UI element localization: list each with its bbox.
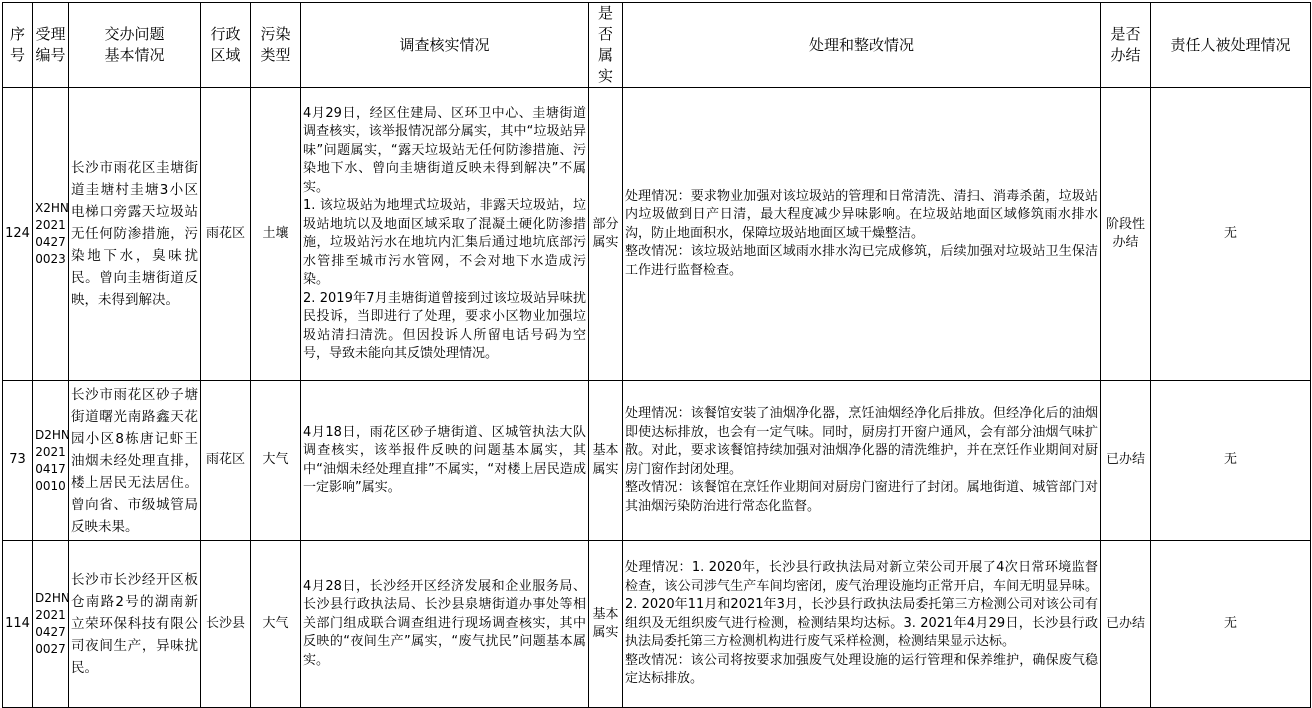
header-verified: 是否 属实 (589, 3, 623, 88)
header-district: 行政 区域 (201, 3, 251, 88)
handling-paragraph: 处理情况：要求物业加强对该垃圾站的管理和日常清洗、清扫、消毒杀菌，垃圾站内垃圾做到日产日清，最大程度减少异味影响。在垃圾站地面区域修筑雨水排水沟，防止地面积水，保障垃圾站地面区域干燥整洁。 (625, 188, 1098, 241)
handling-paragraph: 处理情况：1. 2020年，长沙县行政执法局对新立荣公司开展了4次日常环境监督检查，该公司涉气生产车间均密闭，废气治理设施均正常开启，车间无明显异味。2. 2020年11月和2021年3月，长沙县行政执法局委托第三方检测公司对该公司有组织及无组织废气进行检测，检测结果均达标。3. 2021年4月29日，长沙县行政执法局委托第三方检测机构进行废气采样检测，检测结果显示达标。 (625, 560, 1098, 650)
header-pollution: 污染 类型 (251, 3, 301, 88)
investigation-cell (301, 88, 589, 381)
header-case-no: 受理 编号 (33, 3, 69, 88)
table-row (3, 541, 1311, 708)
table-row (3, 88, 1311, 381)
investigation-cell (301, 381, 589, 541)
accountability-cell: 无 (1151, 541, 1311, 708)
header-accountability: 责任人被处理情况 (1151, 3, 1311, 88)
header-handling: 处理和整改情况 (623, 3, 1101, 88)
handling-paragraph: 处理情况：该餐馆安装了油烟净化器，烹饪油烟经净化后排放。但经净化后的油烟即使达标排放，也会有一定气味。同时，厨房打开窗户通风，会有部分油烟气味扩散。对此，要求该餐馆持续加强对油烟净化器的清洗维护，并在烹饪作业期间对厨房门窗作封闭处理。 (625, 406, 1098, 477)
pollution-type-cell: 大气 (251, 541, 301, 708)
accountability-cell: 无 (1151, 381, 1311, 541)
seq-cell: 114 (3, 541, 33, 708)
investigation-paragraph: 1. 该垃圾站为地埋式垃圾站，非露天垃圾站，垃圾站地坑以及地面区域采取了混凝土硬化防渗措施，垃圾站污水在地坑内汇集后通过地坑底部污水管排至城市污水管网，不会对地下水造成污染。 (303, 198, 586, 287)
header-row (3, 3, 1311, 88)
pollution-type-cell: 大气 (251, 381, 301, 541)
header-issue: 交办问题 基本情况 (69, 3, 201, 88)
handling-paragraph: 整改情况：该餐馆在烹饪作业期间对厨房门窗进行了封闭。属地街道、城管部门对其油烟污染防治进行常态化监督。 (625, 480, 1098, 514)
issue-cell: 长沙市雨花区圭塘街道圭塘村圭塘3小区电梯口旁露天垃圾站无任何防渗措施，污染地下水，臭味扰民。曾向圭塘街道反映，未得到解决。 (69, 88, 201, 381)
case-no-cell: D2HN 2021 0417 0010 (33, 381, 69, 541)
verified-cell: 部分属实 (589, 88, 623, 381)
verified-cell: 基本属实 (589, 541, 623, 708)
investigation-paragraph: 4月18日，雨花区砂子塘街道、区城管执法大队调查核实，该举报件反映的问题基本属实，其中“油烟未经处理直排”不属实，“对楼上居民造成一定影响”属实。 (303, 424, 586, 495)
issue-cell: 长沙市长沙经开区板仓南路2号的湖南新立荣环保科技有限公司夜间生产，异味扰民。 (69, 541, 201, 708)
handling-cell (623, 541, 1101, 708)
accountability-cell: 无 (1151, 88, 1311, 381)
case-no-cell: D2HN 2021 0427 0027 (33, 541, 69, 708)
handling-paragraph: 整改情况：该垃圾站地面区域雨水排水沟已完成修筑，后续加强对垃圾站卫生保洁工作进行监督检查。 (625, 244, 1098, 278)
district-cell: 雨花区 (201, 88, 251, 381)
pollution-type-cell: 土壤 (251, 88, 301, 381)
closed-status-cell: 已办结 (1101, 381, 1151, 541)
table-row (3, 381, 1311, 541)
header-seq: 序 号 (3, 3, 33, 88)
seq-cell: 124 (3, 88, 33, 381)
case-no-cell: X2HN 2021 0427 0023 (33, 88, 69, 381)
complaint-table (2, 2, 1311, 708)
investigation-paragraph: 4月28日，长沙经开区经济发展和企业服务局、长沙县行政执法局、长沙县泉塘街道办事处等相关部门组成联合调查组进行现场调查核实，其中反映的“夜间生产”属实，“废气扰民”问题基本属实。 (303, 578, 586, 668)
investigation-paragraph: 2. 2019年7月圭塘街道曾接到过该垃圾站异味扰民投诉，当即进行了处理，要求小区物业加强垃圾站清扫清洗。但因投诉人所留电话号码为空号，导致未能向其反馈处理情况。 (303, 290, 586, 361)
closed-status-cell: 阶段性办结 (1101, 88, 1151, 381)
header-investigation: 调查核实情况 (301, 3, 589, 88)
header-closed: 是否 办结 (1101, 3, 1151, 88)
investigation-cell (301, 541, 589, 708)
handling-cell (623, 88, 1101, 381)
seq-cell: 73 (3, 381, 33, 541)
issue-cell: 长沙市雨花区砂子塘街道曙光南路鑫天花园小区8栋唐记虾王油烟未经处理直排，楼上居民无法居住。曾向省、市级城管局反映未果。 (69, 381, 201, 541)
handling-cell (623, 381, 1101, 541)
investigation-paragraph: 4月29日，经区住建局、区环卫中心、圭塘街道调查核实，该举报情况部分属实，其中“垃圾站异味”问题属实，“露天垃圾站无任何防渗措施、污染地下水、曾向圭塘街道反映未得到解决”不属实。 (303, 105, 586, 195)
verified-cell: 基本属实 (589, 381, 623, 541)
district-cell: 雨花区 (201, 381, 251, 541)
closed-status-cell: 已办结 (1101, 541, 1151, 708)
district-cell: 长沙县 (201, 541, 251, 708)
handling-paragraph: 整改情况：该公司将按要求加强废气处理设施的运行管理和保养维护，确保废气稳定达标排放。 (625, 652, 1098, 687)
